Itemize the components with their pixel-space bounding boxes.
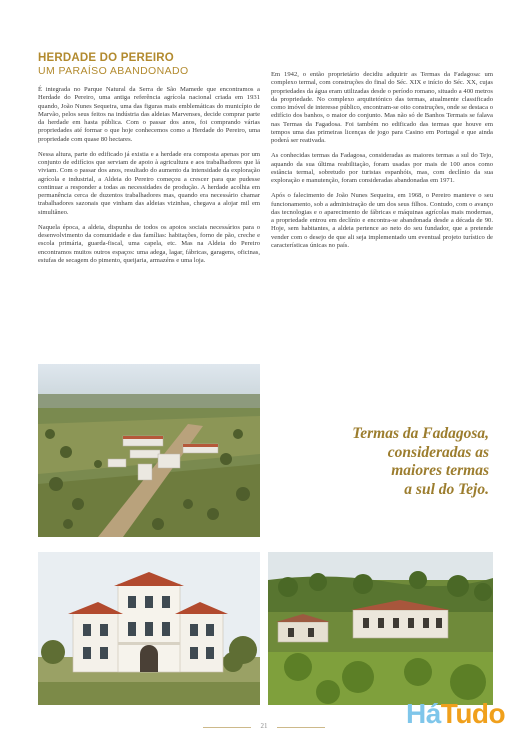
aerial-village-photo <box>38 364 260 537</box>
logo-part-tudo: Tudo <box>440 698 506 729</box>
pull-quote-line: Termas da Fadagosa, <box>352 425 489 442</box>
manor-house-photo <box>38 552 260 705</box>
ruined-buildings-photo <box>268 552 493 705</box>
hatudo-watermark-logo <box>406 698 505 730</box>
left-text-column <box>38 86 260 272</box>
paragraph: Após o falecimento de João Nunes Sequeira, em 1968, o Pereiro manteve o seu funcionamento, sob a administração de um dos seus filhos. Contudo, com o avanço das tecnologias e o aparecimento de fábricas e máquinas agrícolas mais modernas, a propriedade entrou em declínio e encontra-se abandonada desde a década de 90. Hoje, sem habitantes, a aldeia pertence ao neto do seu fundador, que a pretende vender com o desejo de que ali seja implementado um eventual projeto turístico de características únicas no país. <box>271 192 493 249</box>
right-text-column <box>271 71 493 257</box>
article-title: HERDADE DO PEREIRO <box>38 52 174 64</box>
footer-divider-left <box>203 727 251 728</box>
pull-quote-line: consideradas as <box>387 443 489 461</box>
pull-quote-line: a sul do Tejo. <box>404 480 489 498</box>
pull-quote-line: maiores termas <box>391 462 489 479</box>
paragraph: É integrada no Parque Natural da Serra de São Mamede que encontramos a Herdade do Pereiro, uma antiga referência agrícola nacional criada em 1931 quando, João Nunes Sequeira, uma das figuras mais emblemáticas do município de Marvão, pelos seus feitos na indústria das aldeias Marvenses, decide comprar parte da herdade em hasta pública. Com o passar dos anos, foi comprando várias propriedades até formar o que hoje conhecemos como a Herdade do Pereiro, uma propriedade com quase 80 hectares. <box>38 86 260 143</box>
article-subtitle: UM PARAÍSO ABANDONADO <box>38 65 189 77</box>
pull-quote <box>290 425 489 499</box>
paragraph: As conhecidas termas da Fadagosa, consideradas as maiores termas a sul do Tejo, aquando da sua última reabilitação, foram usadas por mais de 100 anos como estância termal, sobretudo por turistas espanhóis, mas, com declínio da sua exploração e manutenção, foram consideradas abandonadas em 1971. <box>271 152 493 184</box>
paragraph: Naquela época, a aldeia, dispunha de todos os apoios sociais necessários para o desenvolvimento da comunidade e das famílias: habitações, forno de pão, creche e escola primária, guarda-fiscal, uma capela, etc. Mas na Aldeia do Pereiro encontramos muitos outros espaços: uma adega, lagar, fábricas, garagens, oficinas, estufas de secagem do pimento, queijaria, armazéns e uma loja. <box>38 223 260 264</box>
page-number: 21 <box>260 722 268 730</box>
paragraph: Nessa altura, parte do edificado já existia e a herdade era composta apenas por um conjunto de edifícios que serviam de apoio à agricultura e aos trabalhadores que lá viviam. Com o passar dos anos, resultado do aumento da intensidade da exploração agrícola e industrial, a Aldeia do Pereiro começou a crescer para que pudesse continuar a responder a todas as necessidades de produção. A herdade acolhia em permanência cerca de duzentos trabalhadores mas, quando era necessário chamar trabalhadores sazonais que vinham das aldeias vizinhas, chegava a alojar mil em simultâneo. <box>38 150 260 216</box>
logo-part-ha: Há <box>406 698 441 729</box>
footer-divider-right <box>277 727 325 728</box>
paragraph: Em 1942, o então proprietário decidiu adquirir as Termas da Fadagosa: um complexo termal, com construções do final do Séc. XIX e início do Séc. XX, cujas propriedades da água eram utilizadas desde o período romano, situado a 400 metros da propriedade. No complexo arquitetónico das termas, atualmente classificado como imóvel de interesse público, encontram-se oito construções, onde se destaca o edifício dos banhos, o maior do conjunto. Mas não só de Banhos Termais se falava nas Termas da Fagadosa. Foi também no edificado das termas que houve em tempos uma das primeiras licenças de jogo para Casino em Portugal e que ainda poderá ser reativada. <box>271 71 493 144</box>
